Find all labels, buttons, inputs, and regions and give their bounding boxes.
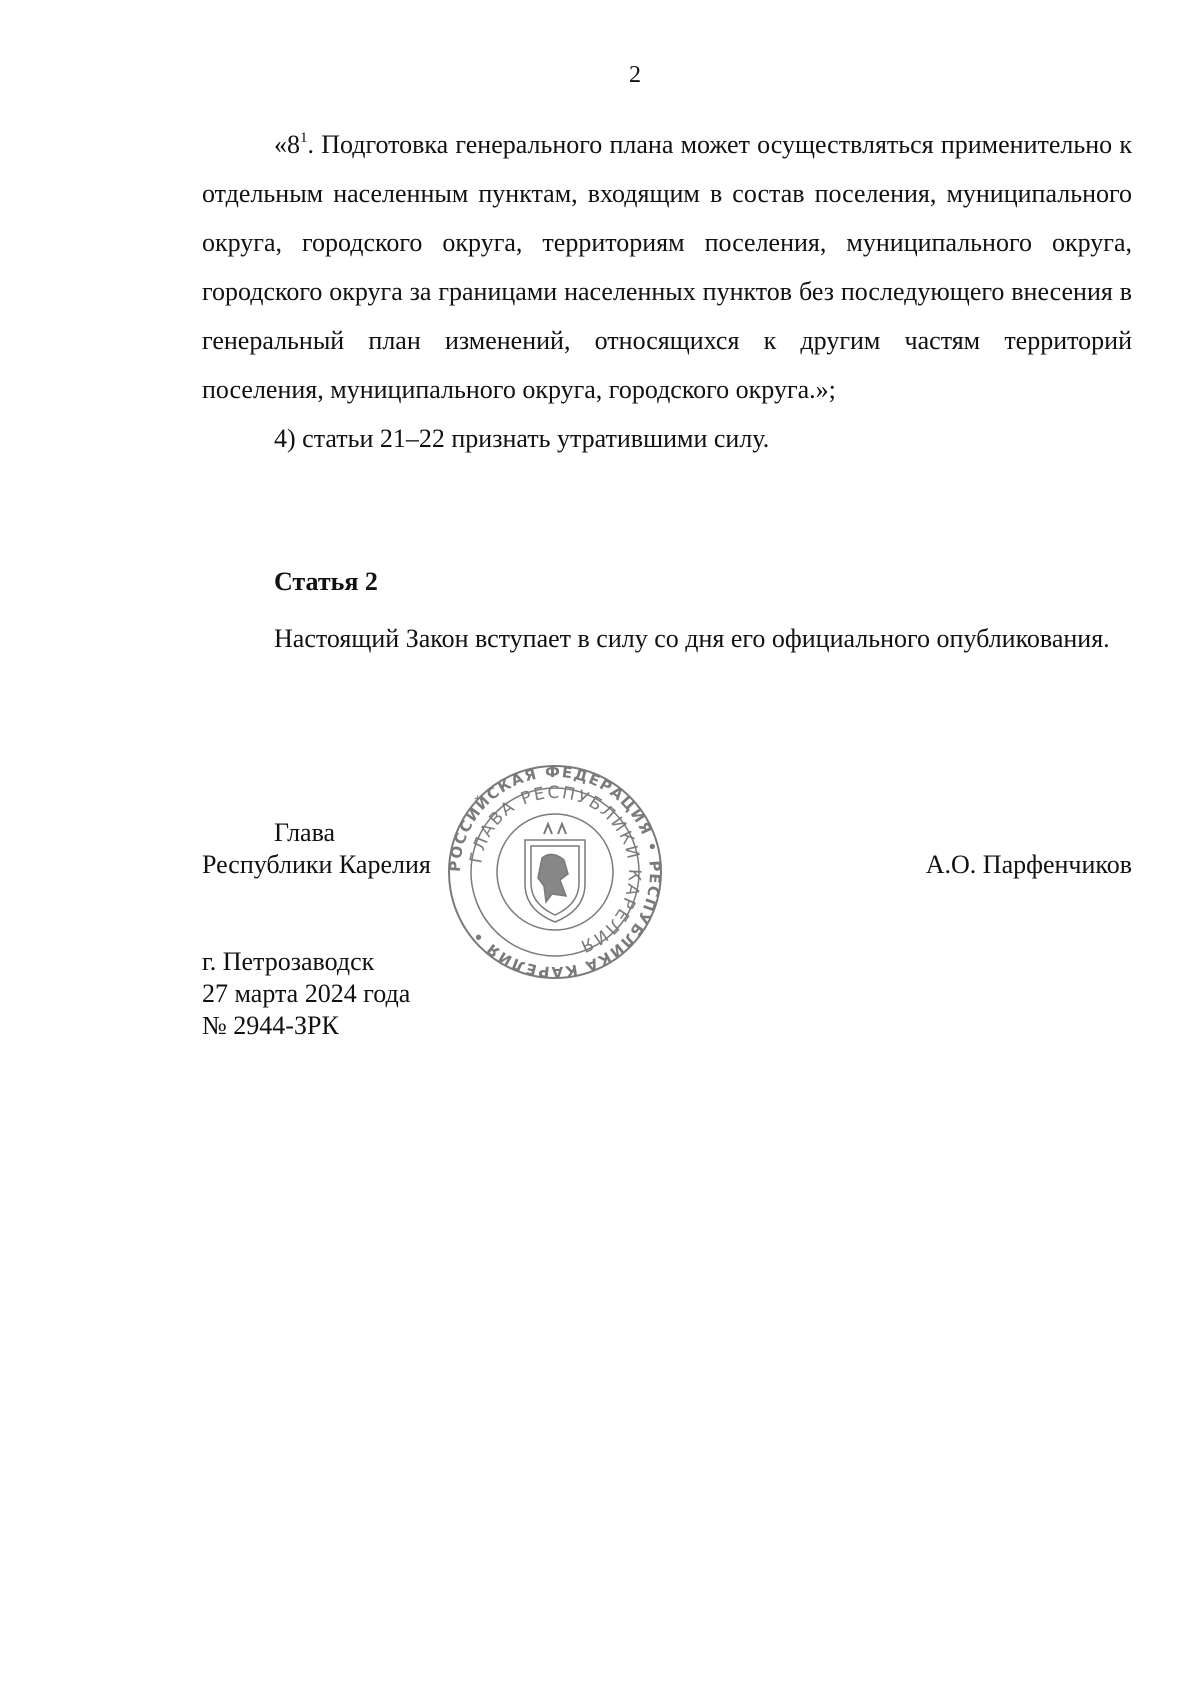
paragraph-general-plan (202, 120, 1132, 414)
signatory-name: А.О. Парфенчиков (925, 850, 1132, 879)
seal-inner-textpath: ГЛАВА РЕСПУБЛИКИ КАРЕЛИЯ (466, 782, 645, 957)
article-2-body (202, 614, 1132, 663)
article-2-title: Статья 2 (274, 567, 378, 596)
coat-of-arms-icon (525, 824, 585, 922)
paragraph-prefix: «8 (274, 130, 300, 159)
place-date-block (202, 946, 410, 1042)
superscript-index: 1 (300, 130, 308, 146)
paragraph-text: . Подготовка генерального плана может осуществляться применительно к отдельным населенным пунктам, входящим в состав поселения, муниципального округа, городского округа, территориям поселения, муниципального округа, городского округа за границами населенных пунктов без последующего внесения в генеральный план изменений, относящихся к другим частям территорий поселения, муниципального округа, городского округа.»; (202, 130, 1132, 404)
law-number: № 2944-ЗРК (202, 1011, 339, 1040)
article-2-text: Настоящий Закон вступает в силу со дня его официального опубликования. (274, 624, 1110, 653)
paragraph-articles-void: 4) статьи 21–22 признать утратившими силу. (274, 424, 770, 453)
official-seal (440, 762, 670, 982)
seal-outer-textpath: РОССИЙСКАЯ ФЕДЕРАЦИЯ • РЕСПУБЛИКА КАРЕЛИЯ • (445, 762, 665, 982)
body-text (202, 120, 1132, 463)
signature-position-line1: Глава (274, 818, 336, 847)
date: 27 марта 2024 года (202, 979, 411, 1008)
city: г. Петрозаводск (202, 947, 375, 976)
page-number: 2 (629, 62, 641, 88)
signature-position-line2: Республики Карелия (202, 850, 431, 879)
